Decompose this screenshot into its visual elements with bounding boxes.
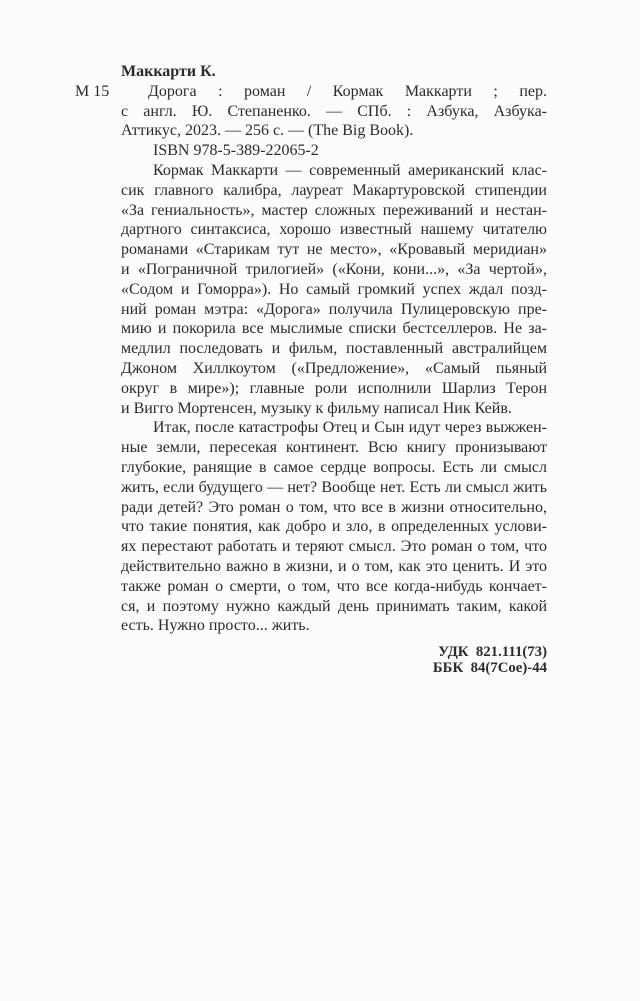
udk-line: УДК 821.111(73): [438, 644, 547, 661]
text-line: с англ. Ю. Степаненко. — СПб. : Азбука, Азбука-: [121, 102, 547, 120]
classification-block: [121, 645, 547, 677]
bbk-line: ББК 84(7Сое)-44: [432, 659, 547, 676]
text-block: [75, 62, 547, 677]
text-line: Итак, после катастрофы Отец и Сын идут через выжжен-: [153, 419, 547, 437]
text-line: и «Пограничной трилогией» («Кони, кони...», «За чертой»,: [121, 260, 547, 278]
text-line: Дорога : роман / Кормак Маккарти ; пер.: [148, 82, 547, 100]
text-line: «Содом и Гоморра»). Но самый громкий успех ждал позд-: [121, 280, 547, 298]
text-line: «За гениальность», мастер сложных переживаний и нестан-: [121, 201, 547, 219]
text-line: Аттикус, 2023. — 256 с. — (The Big Book).: [121, 122, 414, 140]
text-line: ся, и поэтому нужно каждый день принимать таким, какой: [121, 597, 547, 615]
text-line: округ в мире»); главные роли исполнили Шарлиз Терон: [121, 379, 547, 397]
author-heading: Маккарти К.: [121, 63, 216, 80]
text-line: Джоном Хиллкоутом («Предложение», «Самый пьяный: [121, 359, 547, 377]
record-lines: [121, 82, 547, 141]
text-line: также роман о смерти, о том, что все когда-нибудь кончает-: [121, 577, 547, 595]
text-line: глубокие, ранящие в самое сердце вопросы. Есть ли смысл: [121, 458, 547, 476]
text-line: действительно важно в жизни, и о том, как это ценить. И это: [121, 557, 547, 575]
text-line: сик главного калибра, лауреат Макартуровской стипендии: [121, 181, 547, 199]
text-line: и Вигго Мортенсен, музыку к фильму написал Ник Кейв.: [121, 399, 512, 417]
bibliographic-record: [75, 82, 547, 141]
text-line: ради детей? Это роман о том, что все в жизни относительно,: [121, 498, 547, 516]
annotation-paragraph-1: [121, 161, 547, 418]
text-line: мию и покорила все мыслимые списки бестселлеров. Не за-: [121, 320, 547, 338]
text-line: медлил последовать и фильм, поставленный австралийцем: [121, 340, 547, 358]
text-line: ные земли, пересекая континент. Всю книгу пронизывают: [121, 439, 547, 457]
text-line: жить, если будущего — нет? Вообще нет. Есть ли смысл жить: [121, 478, 547, 496]
text-line: романами «Старикам тут не место», «Кровавый меридиан»: [121, 241, 547, 259]
text-line: есть. Нужно просто... жить.: [121, 617, 310, 635]
text-line: что такие понятия, как добро и зло, в определенных услови-: [121, 518, 547, 536]
catalog-code: М 15: [75, 82, 110, 100]
text-line: ний роман мэтра: «Дорога» получила Пулицеровскую пре-: [121, 300, 547, 318]
text-line: дартного синтаксиса, хорошо известный нашему читателю: [121, 221, 547, 239]
text-line: Кормак Маккарти — современный американский клас-: [153, 161, 547, 179]
isbn-line: ISBN 978-5-389-22065-2: [153, 142, 319, 160]
text-line: ях перестают работать и теряют смысл. Это роман о том, что: [121, 538, 547, 556]
annotation-paragraph-2: [121, 418, 547, 636]
